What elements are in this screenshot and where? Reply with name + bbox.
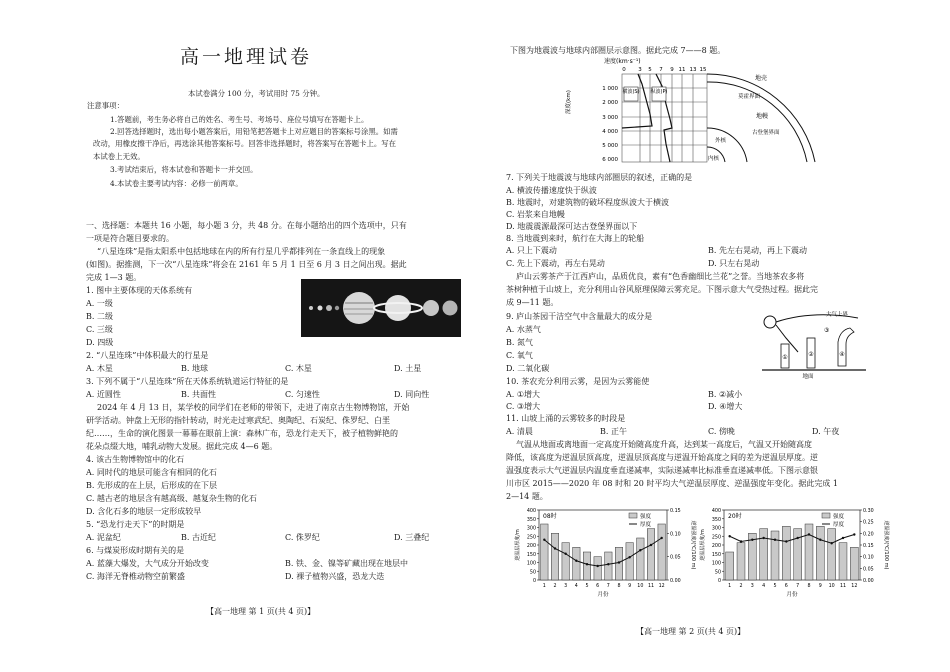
option: D. 含化石多的地层一定形成较早 — [86, 507, 202, 516]
option: A. 同时代的地层可能含有相同的化石 — [86, 468, 217, 477]
x-tick: 3 — [638, 67, 642, 73]
bar-intensity — [573, 547, 580, 580]
x-tick-label: 6 — [596, 584, 600, 589]
bar-intensity — [760, 529, 768, 580]
layer-label: 古登堡界面 — [752, 130, 780, 136]
option: D. 地震震源最深可达古登堡界面以下 — [506, 222, 638, 231]
option: C. 侏罗纪 — [285, 533, 320, 542]
y2-tick-label: 0.15 — [670, 509, 681, 514]
y2-tick-label: 0.00 — [863, 579, 874, 584]
y-tick-label: 0 — [532, 579, 536, 584]
option: A. 近圆性 — [86, 390, 121, 399]
depth-unit: 深度(km) — [566, 90, 572, 114]
note-line: 2.回答选择题时，选出每小题答案后，用铅笔把答题卡上对应题目的答案标号涂黑。如需 — [110, 127, 398, 136]
option: D. 午夜 — [812, 427, 840, 436]
option: B. 地球 — [181, 364, 208, 373]
uranus-icon — [423, 300, 439, 316]
point-thickness — [751, 539, 753, 541]
page-footer: 【高一地理 第 1 页(共 4 页)】 — [206, 607, 316, 616]
note-line: 改动，用橡皮擦干净后，再选涂其他答案标号。回答非选择题时，将答案写在答题卡上。写在 — [93, 139, 397, 148]
y2-tick-label: 0.00 — [670, 579, 681, 584]
point-thickness — [607, 563, 609, 565]
x-tick-label: 7 — [796, 584, 800, 589]
atmosphere-heating-diagram — [758, 308, 868, 380]
option: D. 二氧化碳 — [506, 364, 550, 373]
y-tick-label: 350 — [711, 517, 721, 523]
point-thickness — [762, 537, 764, 539]
point-thickness — [785, 540, 787, 542]
option: D. 土星 — [394, 364, 422, 373]
x-tick-label: 10 — [637, 584, 644, 589]
mars-icon — [335, 306, 339, 310]
option: A. 横波传播速度快于纵波 — [506, 186, 597, 195]
y-tick-label: 100 — [711, 561, 721, 567]
svg-text:②: ② — [808, 351, 814, 358]
bar-intensity — [594, 557, 601, 580]
x-tick-label: 8 — [807, 584, 811, 589]
y-tick-label: 50 — [529, 570, 536, 576]
notes-heading: 注意事项： — [87, 101, 124, 110]
point-thickness — [808, 533, 810, 535]
y-tick-label: 250 — [711, 535, 721, 541]
note-line: 3.考试结束后，将本试卷和答题卡一并交回。 — [110, 165, 258, 174]
option: A. 清晨 — [506, 427, 533, 436]
seismic-wave-diagram — [560, 54, 820, 166]
point-thickness — [774, 539, 776, 541]
point-thickness — [650, 544, 652, 546]
x-tick-label: 9 — [818, 584, 822, 589]
x-tick: 15 — [699, 67, 707, 73]
x-tick-label: 12 — [658, 584, 665, 589]
option: D. 四级 — [86, 338, 114, 347]
passage-line: 完成 1—3 题。 — [86, 273, 142, 282]
option: C. 匀速性 — [285, 390, 320, 399]
x-tick: 0 — [622, 67, 626, 73]
option: B. 铁、金、镍等矿藏出现在地层中 — [285, 559, 408, 568]
legend-label: 强度 — [833, 514, 845, 520]
x-tick-label: 1 — [542, 584, 546, 589]
arrow-3-icon — [838, 328, 854, 366]
x-tick-label: 2 — [739, 584, 743, 589]
sun-icon — [764, 316, 776, 328]
bar-intensity — [541, 524, 548, 580]
bar-intensity — [805, 524, 813, 580]
question-4: 4. 该古生物博物馆中的化石 — [86, 455, 185, 464]
y2-tick-label: 0.25 — [863, 520, 874, 526]
legend-label: 强度 — [640, 514, 652, 520]
point-thickness — [740, 540, 742, 542]
x-tick-label: 5 — [773, 584, 777, 589]
bar-intensity — [726, 552, 734, 580]
passage-line: 2024 年 4 月 13 日，某学校的同学们在老师的带领下，走进了南京古生物博物馆，开始 — [97, 403, 410, 412]
svg-text:③: ③ — [824, 327, 830, 334]
y-tick-label: 50 — [714, 570, 721, 576]
saturn-icon — [385, 295, 411, 321]
y-tick-label: 0 — [717, 579, 721, 584]
y-tick-label: 400 — [526, 509, 536, 514]
bar-intensity — [605, 552, 612, 580]
y-tick: 5 000 — [602, 143, 618, 149]
y-tick-label: 200 — [711, 544, 721, 549]
p-wave-label: 纵波(P) — [650, 89, 668, 95]
option: D. 三叠纪 — [394, 533, 430, 542]
point-thickness — [842, 537, 844, 539]
exam-info: 本试卷满分 100 分，考试用时 75 分钟。 — [188, 89, 325, 98]
x-tick-label: 11 — [839, 584, 847, 589]
x-axis-label: 月份 — [597, 592, 609, 598]
x-tick: 11 — [678, 67, 686, 73]
point-thickness — [853, 533, 855, 535]
x-tick-label: 5 — [585, 584, 589, 589]
x-tick-label: 7 — [606, 584, 610, 589]
planets-alignment-image — [301, 279, 461, 337]
x-tick: 9 — [670, 67, 674, 73]
x-tick-label: 3 — [564, 584, 568, 589]
option: C. 三级 — [86, 325, 113, 334]
y-tick-label: 250 — [526, 535, 536, 541]
passage-line: “八星连珠”是指太阳系中包括地球在内的所有行星几乎都排列在一条直线上的现象 — [97, 247, 386, 256]
option: C. 岩浆来自地幔 — [506, 210, 565, 219]
option: B. ②减小 — [708, 390, 743, 399]
y-axis-label: 逆温层厚度/m — [515, 529, 521, 561]
option: B. 古近纪 — [181, 533, 216, 542]
passage-line: (如图)。据推测，下一次“八星连珠”将会在 2161 年 5 月 1 日至 6 月 3 日之间出现。据此 — [86, 260, 407, 269]
label-ground: 地面 — [802, 374, 814, 380]
bar-intensity — [794, 529, 802, 580]
point-thickness — [564, 553, 566, 555]
point-thickness — [618, 561, 620, 563]
passage-line: 2—14 题。 — [506, 492, 548, 501]
x-axis-label: 月份 — [786, 592, 798, 598]
point-thickness — [554, 547, 556, 549]
y-tick-label: 350 — [526, 517, 536, 523]
option: A. ①增大 — [506, 390, 541, 399]
bar-intensity — [637, 538, 644, 580]
svg-text:①: ① — [782, 354, 788, 361]
option: B. 先左右晃动，再上下震动 — [708, 246, 807, 255]
passage-line: 庐山云雾茶产于江西庐山，品质优良，素有“色香幽细比兰花”之誉。当地茶农多将 — [516, 272, 805, 281]
y-axis-label: 逆温层厚度/m — [700, 529, 706, 561]
passage-line: 茶树种植于山坡上，充分利用山谷风原理保障云雾充足。下图示意大气受热过程。据此完 — [506, 285, 818, 294]
mercury-icon — [309, 306, 313, 310]
option: C. ③增大 — [506, 402, 541, 411]
y2-tick-label: 0.10 — [863, 555, 874, 561]
x-tick-label: 1 — [728, 584, 732, 589]
option: A. 只上下震动 — [506, 246, 557, 255]
y2-axis-label: 逆温强度/(℃/100 m) — [690, 520, 696, 570]
x-tick: 7 — [659, 67, 663, 73]
y2-tick-label: 0.05 — [670, 555, 681, 561]
layer-label: 地幔 — [756, 113, 769, 120]
option: C. 木星 — [285, 364, 312, 373]
question-3: 3. 下列不属于“八星连珠”所在天体系统轨道运行特征的是 — [86, 377, 289, 386]
x-tick-label: 2 — [553, 584, 557, 589]
passage-line: 降低，该高度为逆温层顶高度，逆温层顶高度与逆温开始高度之间的差为逆温层厚度。逆 — [506, 453, 818, 462]
y2-tick-label: 0.20 — [863, 532, 874, 538]
passage-line: 气温从地面或离地面一定高度开始随高度升高，达到某一高度后，气温又开始随高度 — [516, 440, 812, 449]
section-heading: 一、选择题：本题共 16 小题，每小题 3 分，共 48 分。在每小题给出的四个选项中，只有 — [86, 221, 407, 230]
option: A. 泥盆纪 — [86, 533, 121, 542]
bar-intensity — [782, 526, 790, 580]
x-tick-label: 6 — [784, 584, 788, 589]
y-tick: 1 000 — [602, 86, 618, 92]
bar-intensity — [551, 533, 558, 580]
y2-tick-label: 0.15 — [863, 544, 874, 549]
bar-intensity — [816, 526, 824, 580]
x-tick-label: 11 — [647, 584, 655, 589]
venus-icon — [318, 306, 323, 311]
question-8: 8. 当地震到来时，航行在大海上的轮船 — [506, 234, 645, 243]
point-thickness — [575, 560, 577, 562]
question-6: 6. 与煤炭形成时期有关的是 — [86, 546, 185, 555]
bar-intensity — [583, 552, 590, 580]
bar-intensity — [737, 543, 745, 580]
chart-title: 08时 — [543, 513, 557, 520]
intro-line: 下图为地震波与地球内部圈层示意图。据此完成 7——8 题。 — [510, 46, 726, 55]
x-tick-label: 10 — [828, 584, 835, 589]
option: D. 裸子植物兴盛，恐龙大迭 — [285, 572, 385, 581]
bar-intensity — [850, 547, 858, 580]
legend-bar-icon — [629, 513, 637, 518]
y2-tick-label: 0.10 — [670, 532, 681, 538]
option: B. 地震时，对建筑物的破坏程度纵波大于横波 — [506, 198, 669, 207]
y-tick: 6 000 — [602, 157, 618, 163]
bar-intensity — [828, 529, 836, 580]
y-tick-label: 150 — [526, 552, 536, 558]
passage-line: 川市区 2015——2020 年 08 时和 20 时平均大气逆温层厚度、逆温强度年变化。据此完成 1 — [506, 479, 838, 488]
x-tick-label: 3 — [750, 584, 754, 589]
section-heading: 一项是符合题目要求的。 — [86, 234, 174, 243]
option: B. 共面性 — [181, 390, 216, 399]
y-tick-label: 400 — [711, 509, 721, 514]
option: C. 傍晚 — [708, 427, 735, 436]
x-tick-label: 8 — [617, 584, 621, 589]
point-thickness — [586, 563, 588, 565]
point-thickness — [628, 556, 630, 558]
question-11: 11. 山坡上涌的云雾较多的时段是 — [506, 414, 626, 423]
y-tick-label: 100 — [526, 561, 536, 567]
passage-line: 花朵点缀大地，哺乳动物大发展。据此完成 4—6 题。 — [86, 442, 278, 451]
point-thickness — [639, 549, 641, 551]
question-7: 7. 下列关于地震波与地球内部圈层的叙述，正确的是 — [506, 173, 693, 182]
y-tick-label: 150 — [711, 552, 721, 558]
option: D. ④增大 — [708, 402, 743, 411]
bar-intensity — [839, 543, 847, 580]
option: D. 只左右晃动 — [708, 259, 760, 268]
question-10: 10. 茶农充分利用云雾，是因为云雾能使 — [506, 377, 650, 386]
passage-line: 研学活动。钟盘上无形的指针转动，时光走过寒武纪、奥陶纪、石炭纪、侏罗纪、白垩 — [86, 416, 390, 425]
question-9: 9. 庐山茶园干洁空气中含量最大的成分是 — [506, 312, 653, 321]
legend-label: 厚度 — [640, 522, 652, 528]
page-title: 高一地理试卷 — [180, 46, 313, 68]
note-line: 本试卷上无效。 — [93, 152, 145, 161]
bar-intensity — [626, 543, 633, 580]
point-thickness — [796, 537, 798, 539]
y-tick-label: 300 — [711, 526, 721, 532]
y-tick: 4 000 — [602, 129, 618, 135]
svg-text:④: ④ — [839, 351, 845, 358]
bar-intensity — [771, 531, 779, 580]
x-tick-label: 9 — [628, 584, 632, 589]
inversion-chart-20h — [698, 502, 888, 604]
option: D. 同向性 — [394, 390, 430, 399]
option: C. 越古老的地层含有越高级、越复杂生物的化石 — [86, 494, 257, 503]
layer-label: 地壳 — [755, 75, 768, 82]
inversion-chart-08h — [513, 502, 695, 604]
point-thickness — [830, 542, 832, 544]
option: C. 先上下震动，再左右晃动 — [506, 259, 605, 268]
legend-label: 厚度 — [833, 522, 845, 528]
earth-icon — [326, 305, 332, 311]
option: A. 水蒸气 — [506, 325, 541, 334]
option: B. 氮气 — [506, 338, 533, 347]
option: A. 一级 — [86, 299, 113, 308]
point-thickness — [596, 565, 598, 567]
option: C. 海洋无脊椎动物空前繁盛 — [86, 572, 185, 581]
layer-label: 外核 — [715, 138, 727, 144]
question-2: 2. “八星连珠”中体积最大的行星是 — [86, 351, 209, 360]
s-wave-label: 横波(S) — [622, 89, 640, 95]
bar-intensity — [562, 543, 569, 580]
point-thickness — [728, 535, 730, 537]
bar-intensity — [658, 524, 665, 580]
point-thickness — [660, 537, 662, 539]
y2-axis-label: 逆温强度/(℃/100 m) — [883, 520, 889, 570]
option: A. 蓝藻大爆发，大气成分开始改变 — [86, 559, 209, 568]
y2-tick-label: 0.30 — [863, 509, 874, 514]
option: B. 先形成的在上层，后形成的在下层 — [86, 481, 217, 490]
neptune-icon — [443, 301, 458, 316]
x-tick-label: 4 — [762, 584, 766, 589]
x-tick-label: 4 — [574, 584, 578, 589]
question-1: 1. 图中主要体现的天体系统有 — [86, 286, 193, 295]
bar-intensity — [647, 529, 654, 580]
x-tick: 13 — [689, 67, 697, 73]
y-tick-label: 300 — [526, 526, 536, 532]
layer-label: 莫霍界面 — [738, 94, 761, 100]
question-5: 5. “恐龙行走天下”的时期是 — [86, 520, 185, 529]
x-tick-label: 12 — [851, 584, 858, 589]
option: B. 二级 — [86, 312, 113, 321]
chart-title: 20时 — [728, 513, 742, 520]
page-footer: 【高一地理 第 2 页(共 4 页)】 — [636, 627, 746, 636]
passage-line: 成 9—11 题。 — [506, 298, 559, 307]
passage-line: 温强度表示大气逆温层内温度垂直递减率，实际递减率比标准垂直递减率低。下图示意银 — [506, 466, 818, 475]
label-top-of-atmosphere: 大气上界 — [826, 312, 849, 318]
y-tick-label: 200 — [526, 544, 536, 549]
jupiter-icon — [343, 292, 375, 324]
note-line: 1.答题前，考生务必将自己的姓名、考生号、考场号、座位号填写在答题卡上。 — [110, 115, 369, 124]
axis-label: 速度(km·s⁻¹) — [604, 58, 641, 65]
y-tick: 3 000 — [602, 115, 618, 121]
point-thickness — [543, 539, 545, 541]
y-tick: 2 000 — [602, 100, 618, 106]
option: B. 正午 — [600, 427, 627, 436]
layer-label: 内核 — [708, 156, 720, 162]
x-tick: 5 — [648, 67, 652, 73]
option: A. 木星 — [86, 364, 113, 373]
option: C. 氧气 — [506, 351, 533, 360]
passage-line: 纪……，生命的演化图景一幕幕在眼前上演：森林广布，恐龙行走天下，被子植物鲜艳的 — [86, 429, 398, 438]
note-line: 4.本试卷主要考试内容：必修一前两章。 — [110, 179, 243, 188]
y2-tick-label: 0.05 — [863, 567, 874, 573]
legend-bar-icon — [822, 513, 830, 518]
point-thickness — [819, 539, 821, 541]
